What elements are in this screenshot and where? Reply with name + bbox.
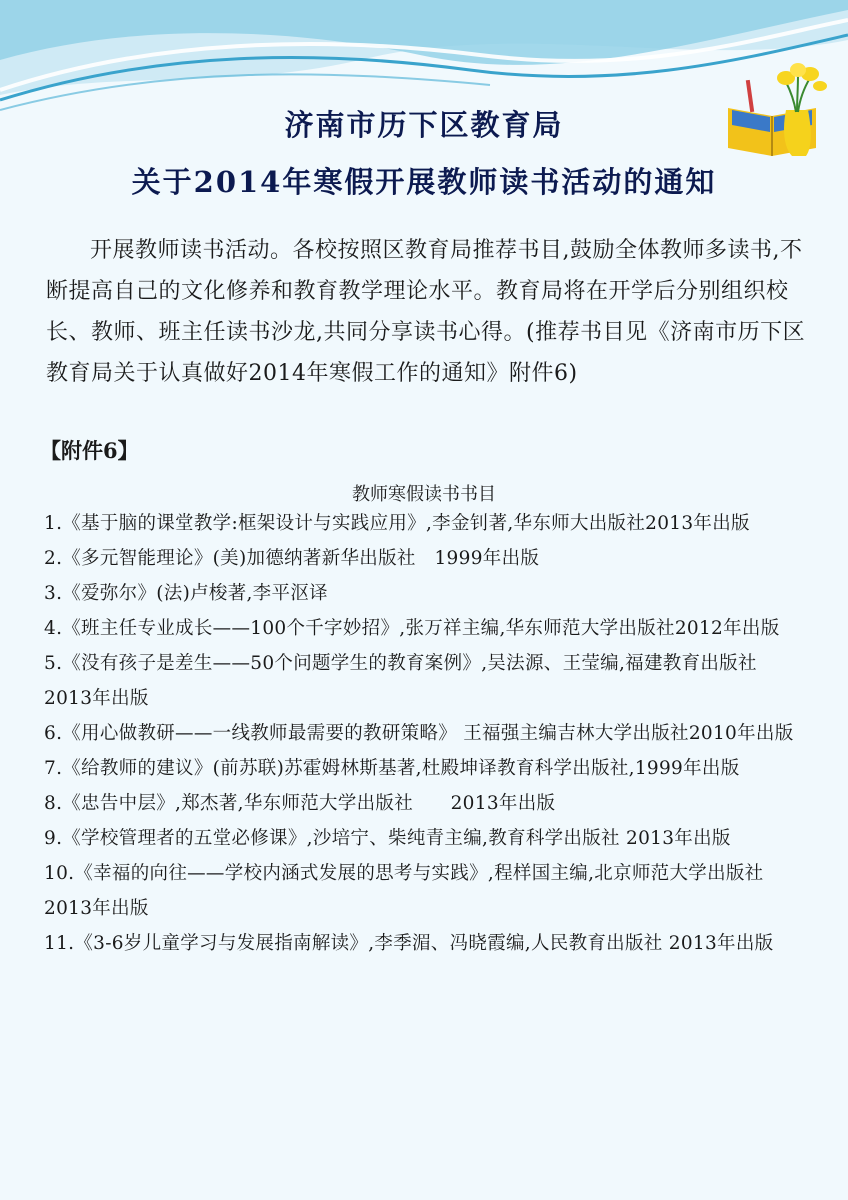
book-list-item: 8.《忠告中层》,郑杰著,华东师范大学出版社 2013年出版 [44,793,556,814]
attachment-label: 【附件6】 [40,438,139,463]
document-title-line1: 济南市历下区教育局 [284,108,564,142]
book-list [44,506,804,961]
book-list-item: 3.《爱弥尔》(法)卢梭著,李平沤译 [44,583,328,604]
book-list-item: 5.《没有孩子是差生——50个问题学生的教育案例》,吴法源、王莹编,福建教育出版社 2013年出版 [44,653,757,709]
book-list-item: 4.《班主任专业成长——100个千字妙招》,张万祥主编,华东师范大学出版社2012年出版 [44,618,780,639]
book-list-title: 教师寒假读书书目 [352,484,496,505]
book-list-item: 7.《给教师的建议》(前苏联)苏霍姆林斯基著,杜殿坤译教育科学出版社,1999年出版 [44,758,740,779]
document-title-line2: 关于2014年寒假开展教师读书活动的通知 [131,165,717,199]
book-list-item: 6.《用心做教研——一线教师最需要的教研策略》 王福强主编吉林大学出版社2010年出版 [44,723,794,744]
book-list-item: 11.《3-6岁儿童学习与发展指南解读》,李季湄、冯晓霞编,人民教育出版社 2013年出版 [44,933,774,954]
book-list-item: 10.《幸福的向往——学校内涵式发展的思考与实践》,程样国主编,北京师范大学出版社 2013年出版 [44,863,764,919]
book-list-item: 9.《学校管理者的五堂必修课》,沙培宁、柴纯青主编,教育科学出版社 2013年出版 [44,828,731,849]
book-list-item: 1.《基于脑的课堂教学:框架设计与实践应用》,李金钊著,华东师大出版社2013年出版 [44,513,750,534]
intro-text: 开展教师读书活动。各校按照区教育局推荐书目,鼓励全体教师多读书,不断提高自己的文化修养和教育教学理论水平。教育局将在开学后分别组织校长、教师、班主任读书沙龙,共同分享读书心得。(推荐书目见《济南市历下区教育局关于认真做好2014年寒假工作的通知》附件6) [46,238,806,386]
intro-paragraph [46,230,806,394]
book-list-item: 2.《多元智能理论》(美)加德纳著新华出版社 1999年出版 [44,548,540,569]
